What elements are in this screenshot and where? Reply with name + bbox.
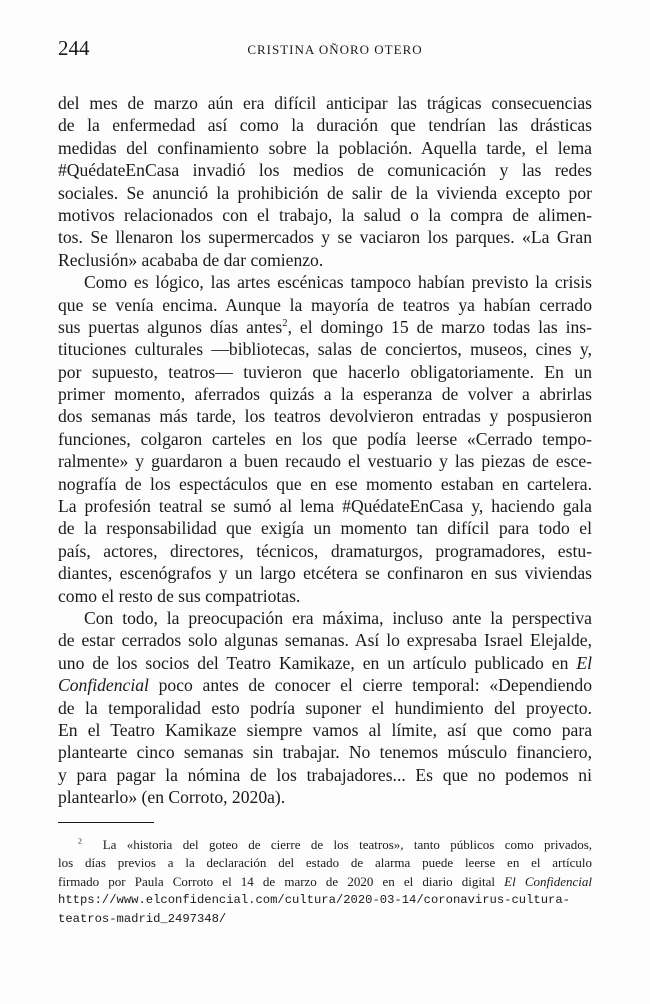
footnote-url-line[interactable]: teatros-madrid_2497348/ — [58, 911, 227, 926]
text-segment: firmado por Paula Corroto el 14 de marzo de 2020 en el diario digital — [58, 873, 505, 889]
publication-title: El — [576, 652, 592, 673]
page-number: 244 — [58, 36, 90, 60]
text-line: Reclusión» acababa de dar comienzo. — [58, 249, 324, 270]
text-line: #QuédateEnCasa invadió los medios de comunicación y las redes — [58, 160, 592, 181]
text-line: nografía de los espectáculos que en ese momento estaban en cartelera. — [58, 473, 592, 494]
text-line: tos. Se llenaron los supermercados y se vaciaron los parques. «La Gran — [58, 227, 592, 248]
text-line — [58, 652, 592, 674]
footnote-line — [58, 873, 592, 891]
text-line: plantearte cinco semanas sin trabajar. No tenemos músculo financiero, — [58, 742, 592, 763]
text-line: que se venía encima. Aunque la mayoría de teatros ya habían cerrado — [58, 294, 592, 315]
publication-title: El Confidencial — [504, 873, 592, 889]
text-line: de estar cerrados solo algunas semanas. Así lo expresaba Israel Elejalde, — [58, 630, 592, 651]
text-line: La profesión teatral se sumó al lema #QuédateEnCasa y, haciendo gala — [58, 496, 592, 517]
page-header — [58, 36, 592, 66]
footnote — [58, 836, 592, 928]
text-line: por supuesto, teatros— tuvieron que hacerlo obligatoriamente. En un — [58, 361, 592, 382]
text-line: ralmente» y guardaron a buen recaudo el vestuario y las piezas de esce- — [58, 451, 592, 472]
text-line: En el Teatro Kamikaze siempre vamos al límite, así que como para — [58, 719, 592, 740]
text-line: funciones, colgaron carteles en los que podía leerse «Cerrado tempo- — [58, 428, 592, 449]
text-line: país, actores, directores, técnicos, dramaturgos, programadores, estu- — [58, 540, 592, 561]
main-text — [58, 92, 592, 809]
footnote-ref[interactable]: 2 — [282, 318, 288, 330]
text-line — [58, 674, 592, 696]
text-segment: , el domingo 15 de marzo todas las ins- — [287, 316, 592, 337]
footnote-number: 2 — [78, 836, 82, 846]
text-line: medidas del confinamiento sobre la población. Aquella tarde, el lema — [58, 137, 592, 158]
text-line: primer momento, aferrados quizás a la esperanza de volver a abrirlas — [58, 384, 592, 405]
paragraph-3 — [58, 607, 592, 809]
footnote-line — [58, 836, 592, 854]
text-line: Como es lógico, las artes escénicas tampoco habían previsto la crisis — [84, 272, 592, 293]
footnote-divider — [58, 822, 154, 823]
text-line: del mes de marzo aún era difícil anticipar las trágicas consecuencias — [58, 93, 592, 113]
text-line: plantearlo» (en Corroto, 2020a). — [58, 787, 286, 808]
footnote-line: los días previos a la declaración del estado de alarma puede leerse en el artículo — [58, 855, 592, 871]
text-line — [58, 316, 592, 338]
publication-title: Confidencial — [58, 675, 149, 696]
text-line: dos semanas más tarde, los teatros devolvieron entradas y pospusieron — [58, 406, 592, 427]
text-line: como el resto de sus compatriotas. — [58, 585, 301, 606]
text-line: de la responsabilidad que exigía un momento tan difícil para todo el — [58, 518, 592, 539]
text-segment: La «historia del goteo de cierre de los teatros», tanto públicos como privados, — [102, 837, 592, 852]
text-line: diantes, escenógrafos y un largo etcétera se confinaron en sus viviendas — [58, 563, 592, 584]
text-line: y para pagar la nómina de los trabajadores... Es que no podemos ni — [58, 764, 592, 785]
footnote-url-line[interactable]: https://www.elconfidencial.com/cultura/2020-03-14/coronavirus-cultura- — [58, 893, 570, 908]
text-line: motivos relacionados con el trabajo, la salud o la compra de alimen- — [58, 204, 592, 225]
text-segment: poco antes de conocer el cierre temporal: «Dependiendo — [148, 675, 592, 696]
running-head: CRISTINA OÑORO OTERO — [247, 42, 423, 57]
text-line: de la temporalidad esto podría suponer el hundimiento del proyecto. — [58, 697, 592, 718]
text-segment: uno de los socios del Teatro Kamikaze, en un artículo publicado en — [58, 652, 577, 673]
text-segment: sus puertas algunos días antes — [58, 316, 283, 337]
text-line: de la enfermedad así como la duración que tendrían las drásticas — [58, 115, 592, 136]
paragraph-2 — [58, 271, 592, 607]
text-line: Con todo, la preocupación era máxima, incluso ante la perspectiva — [84, 607, 592, 628]
paragraph-1 — [58, 92, 592, 271]
text-line: tituciones culturales —bibliotecas, salas de conciertos, museos, cines y, — [58, 339, 592, 360]
text-line: sociales. Se anunció la prohibición de salir de la vivienda excepto por — [58, 182, 592, 203]
